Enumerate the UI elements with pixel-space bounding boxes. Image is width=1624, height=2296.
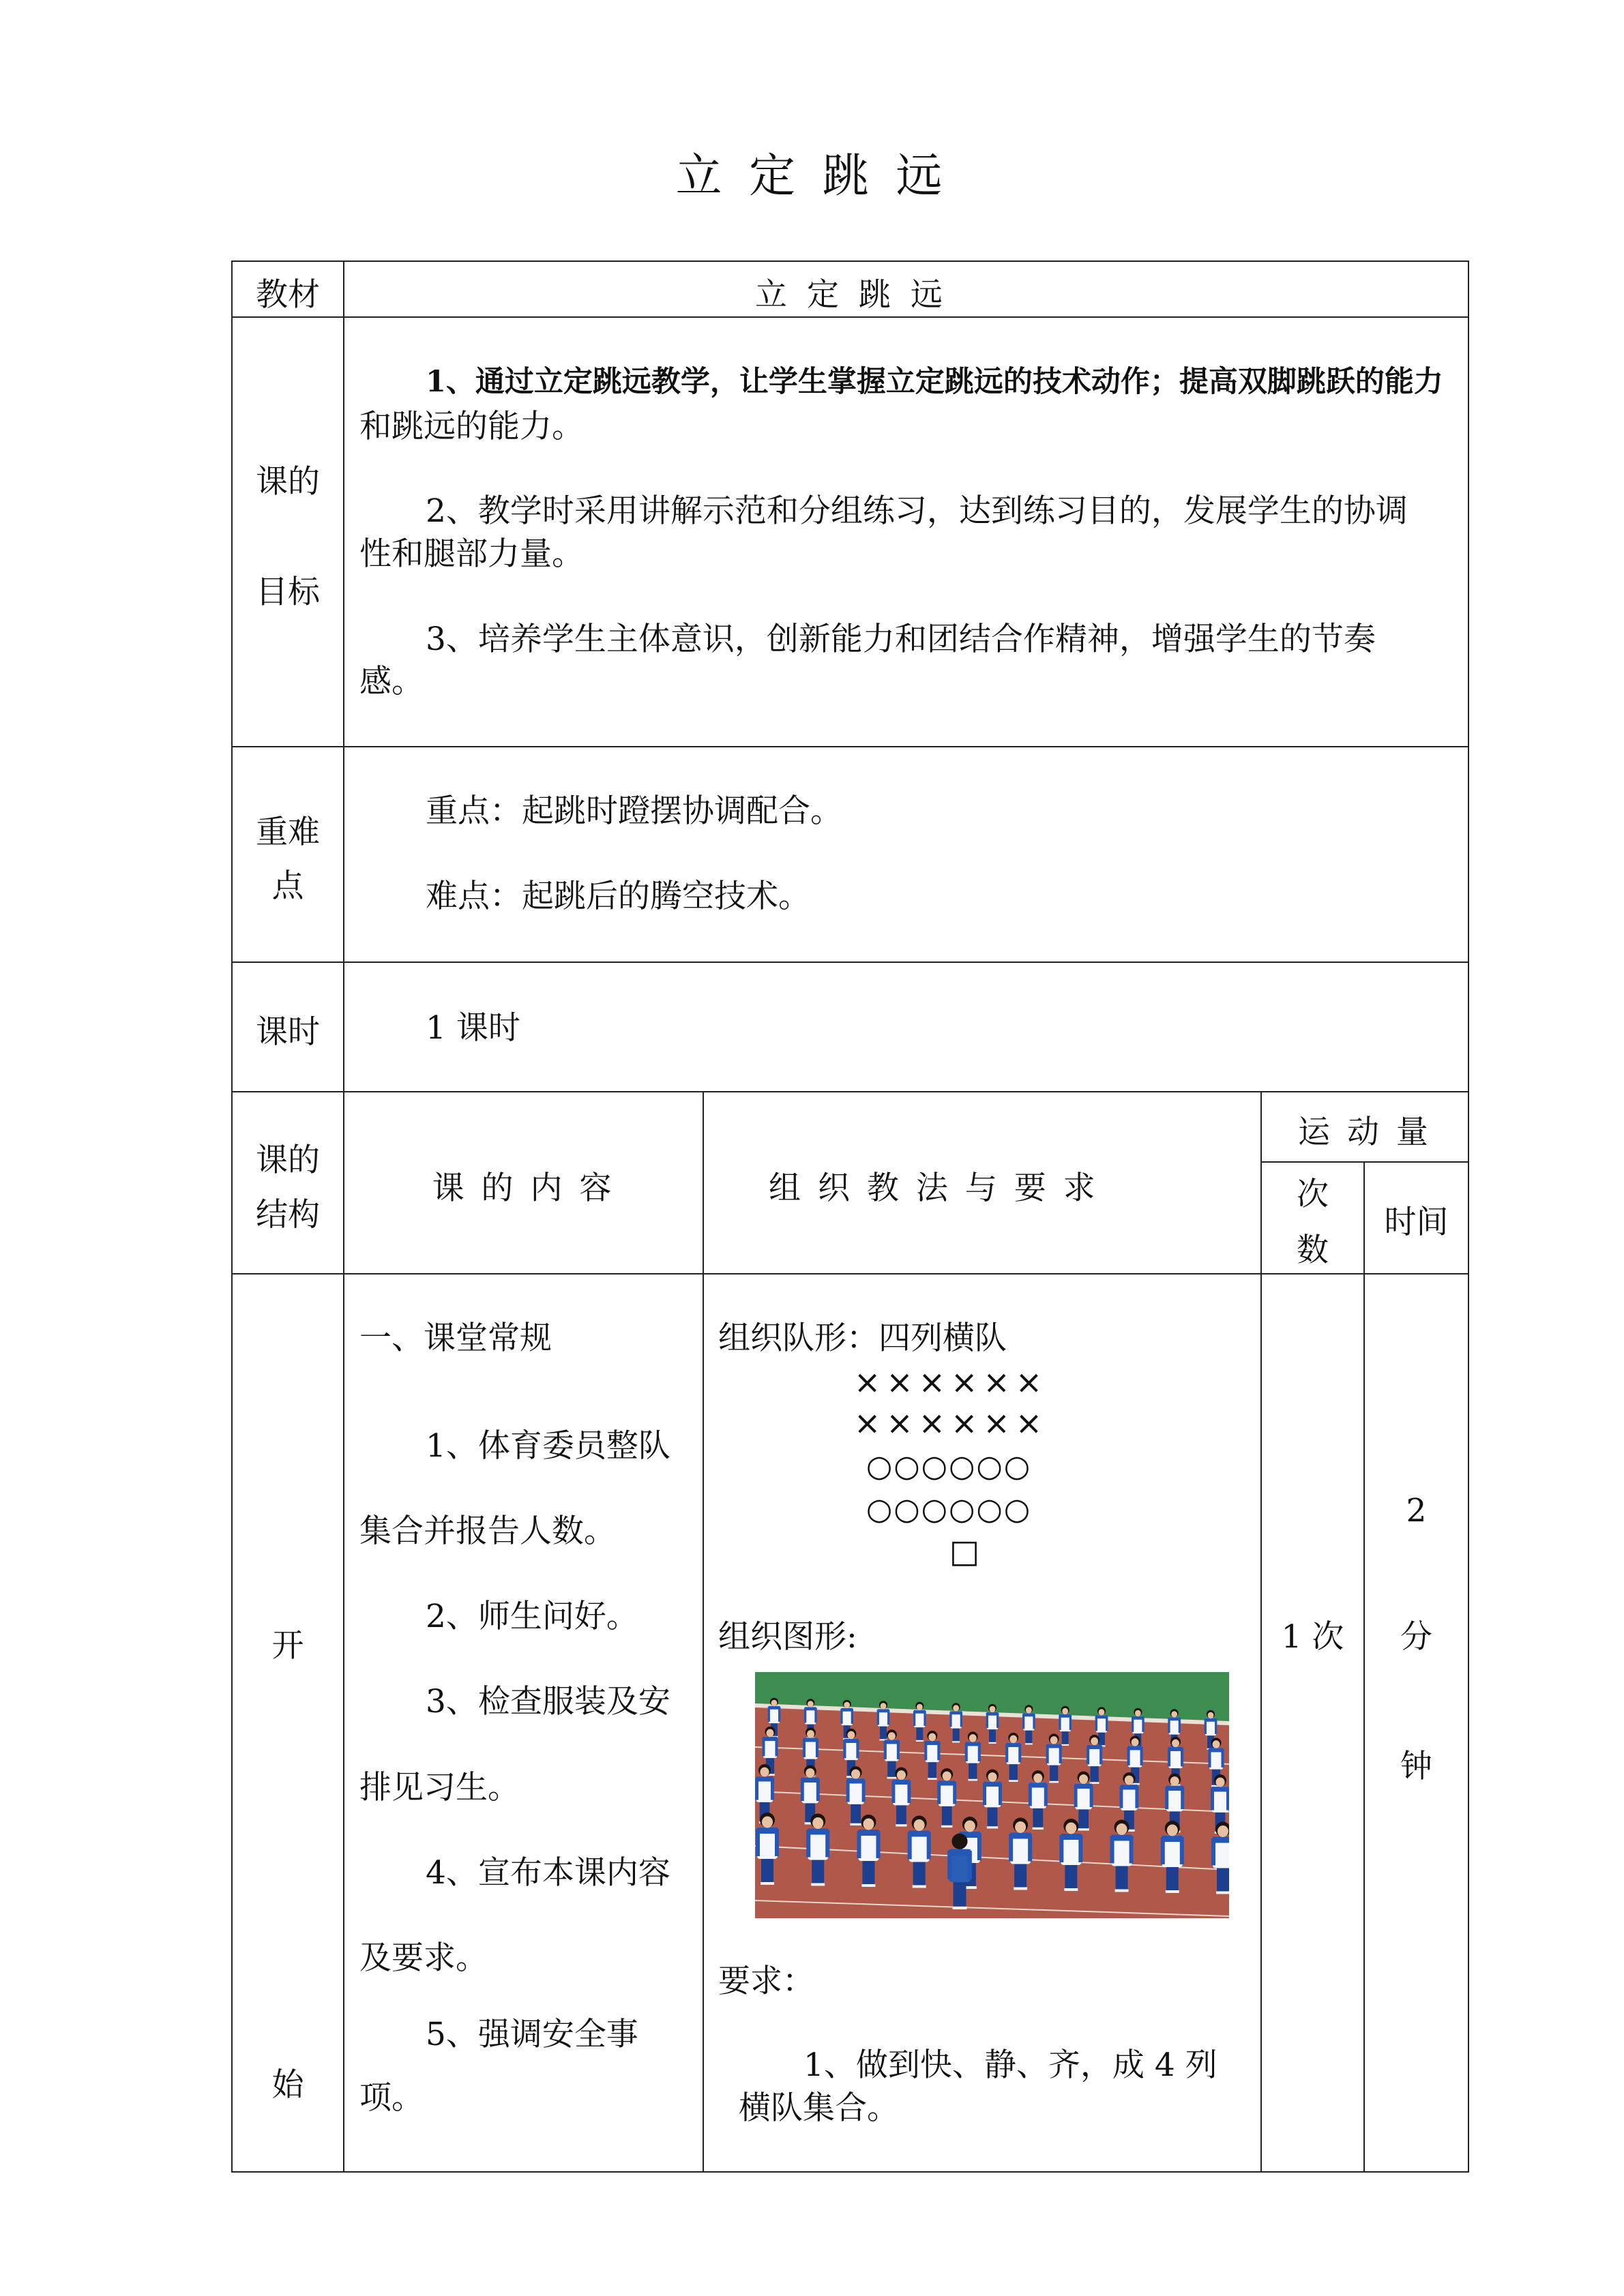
stage-label-line: 始 — [271, 2066, 304, 2104]
key-points-label-cell — [233, 747, 344, 963]
key-points-label-line: 点 — [271, 867, 304, 905]
objective-1-line: 1、通过立定跳远教学，让学生掌握立定跳远的技术动作；提高双脚跳跃的能力 — [426, 365, 1443, 399]
page-title: 立 定 跳 远 — [675, 149, 949, 203]
lesson-plan-table — [231, 260, 1469, 2173]
opening-times: 1 次 — [1281, 1618, 1344, 1656]
times-header-cell — [1262, 1163, 1365, 1274]
organization-header-cell — [704, 1092, 1262, 1274]
requirement-line: 横队集合。 — [739, 2089, 899, 2127]
objective-3-line: 3、培养学生主体意识，创新能力和团结合作精神，增强学生的节奏 — [426, 621, 1376, 658]
formation-row-students: ○○○○○○ — [866, 1492, 1032, 1527]
opening-content-cell — [344, 1274, 704, 2173]
content-line: 3、检查服装及安 — [426, 1683, 670, 1720]
structure-label-line: 课的 — [256, 1142, 320, 1179]
hours-value: 1 课时 — [426, 1009, 520, 1047]
content-line: 5、强调安全事 — [426, 2016, 638, 2053]
content-line: 集合并报告人数。 — [359, 1512, 616, 1550]
content-line: 及要求。 — [359, 1939, 488, 1977]
content-header: 课 的 内 容 — [432, 1169, 615, 1207]
key-points-cell — [344, 747, 1469, 963]
duration-header-cell — [1365, 1163, 1469, 1274]
opening-organization-cell — [704, 1274, 1262, 2173]
duration-line: 钟 — [1400, 1748, 1432, 1785]
content-line: 2、师生问好。 — [426, 1598, 638, 1635]
formation-row-students: ×××××× — [853, 1405, 1048, 1442]
formation-heading: 组织队形：四列横队 — [718, 1320, 1007, 1357]
objective-2-line: 性和腿部力量。 — [359, 535, 584, 573]
opening-times-cell — [1262, 1274, 1365, 2173]
content-line: 一、课堂常规 — [359, 1320, 552, 1357]
material-label: 教材 — [256, 276, 320, 314]
material-value: 立 定 跳 远 — [755, 276, 947, 314]
opening-duration-cell — [1365, 1274, 1469, 2173]
hours-label-cell — [233, 963, 344, 1092]
formation-row-students: ○○○○○○ — [866, 1449, 1032, 1484]
objectives-label-cell — [233, 318, 344, 747]
hours-value-cell — [344, 963, 1469, 1092]
organization-header: 组 织 教 法 与 要 求 — [769, 1169, 1099, 1207]
content-header-cell — [344, 1092, 704, 1274]
objective-2-line: 2、教学时采用讲解示范和分组练习，达到练习目的，发展学生的协调 — [426, 492, 1408, 530]
formation-row-students: ×××××× — [853, 1364, 1048, 1401]
objective-3-line: 感。 — [359, 663, 424, 700]
objective-1-line: 和跳远的能力。 — [359, 408, 584, 445]
content-line: 排见习生。 — [359, 1769, 520, 1806]
formation-photo — [755, 1672, 1229, 1918]
content-line: 项。 — [359, 2079, 424, 2117]
objectives-label-line: 课的 — [256, 463, 320, 501]
structure-label-line: 结构 — [256, 1196, 320, 1234]
key-point-text: 重点：起跳时蹬摆协调配合。 — [426, 792, 842, 830]
structure-label-cell — [233, 1092, 344, 1274]
load-header: 运 动 量 — [1298, 1114, 1432, 1151]
material-value-cell — [344, 262, 1469, 318]
objectives-cell — [344, 318, 1469, 747]
objectives-label-line: 目标 — [256, 573, 320, 611]
difficulty-text: 难点：起跳后的腾空技术。 — [426, 878, 810, 915]
duration-line: 2 — [1406, 1492, 1427, 1530]
figure-heading: 组织图形: — [718, 1618, 857, 1656]
stage-cell — [233, 1274, 344, 2173]
requirements-heading: 要求： — [718, 1963, 814, 2000]
hours-label: 课时 — [256, 1013, 320, 1051]
requirement-line: 1、做到快、静、齐，成 4 列 — [803, 2046, 1217, 2084]
stage-label-line: 开 — [271, 1627, 304, 1665]
duration-header: 时间 — [1384, 1204, 1449, 1241]
load-header-cell — [1262, 1092, 1469, 1163]
duration-line: 分 — [1400, 1618, 1432, 1656]
times-header-line: 次 — [1297, 1176, 1329, 1213]
key-points-label-line: 重难 — [256, 814, 320, 851]
content-line: 4、宣布本课内容 — [426, 1854, 670, 1892]
teacher-position-mark: □ — [949, 1533, 980, 1570]
material-label-cell — [233, 262, 344, 318]
times-header-line: 数 — [1297, 1232, 1329, 1269]
content-line: 1、体育委员整队 — [426, 1427, 670, 1465]
